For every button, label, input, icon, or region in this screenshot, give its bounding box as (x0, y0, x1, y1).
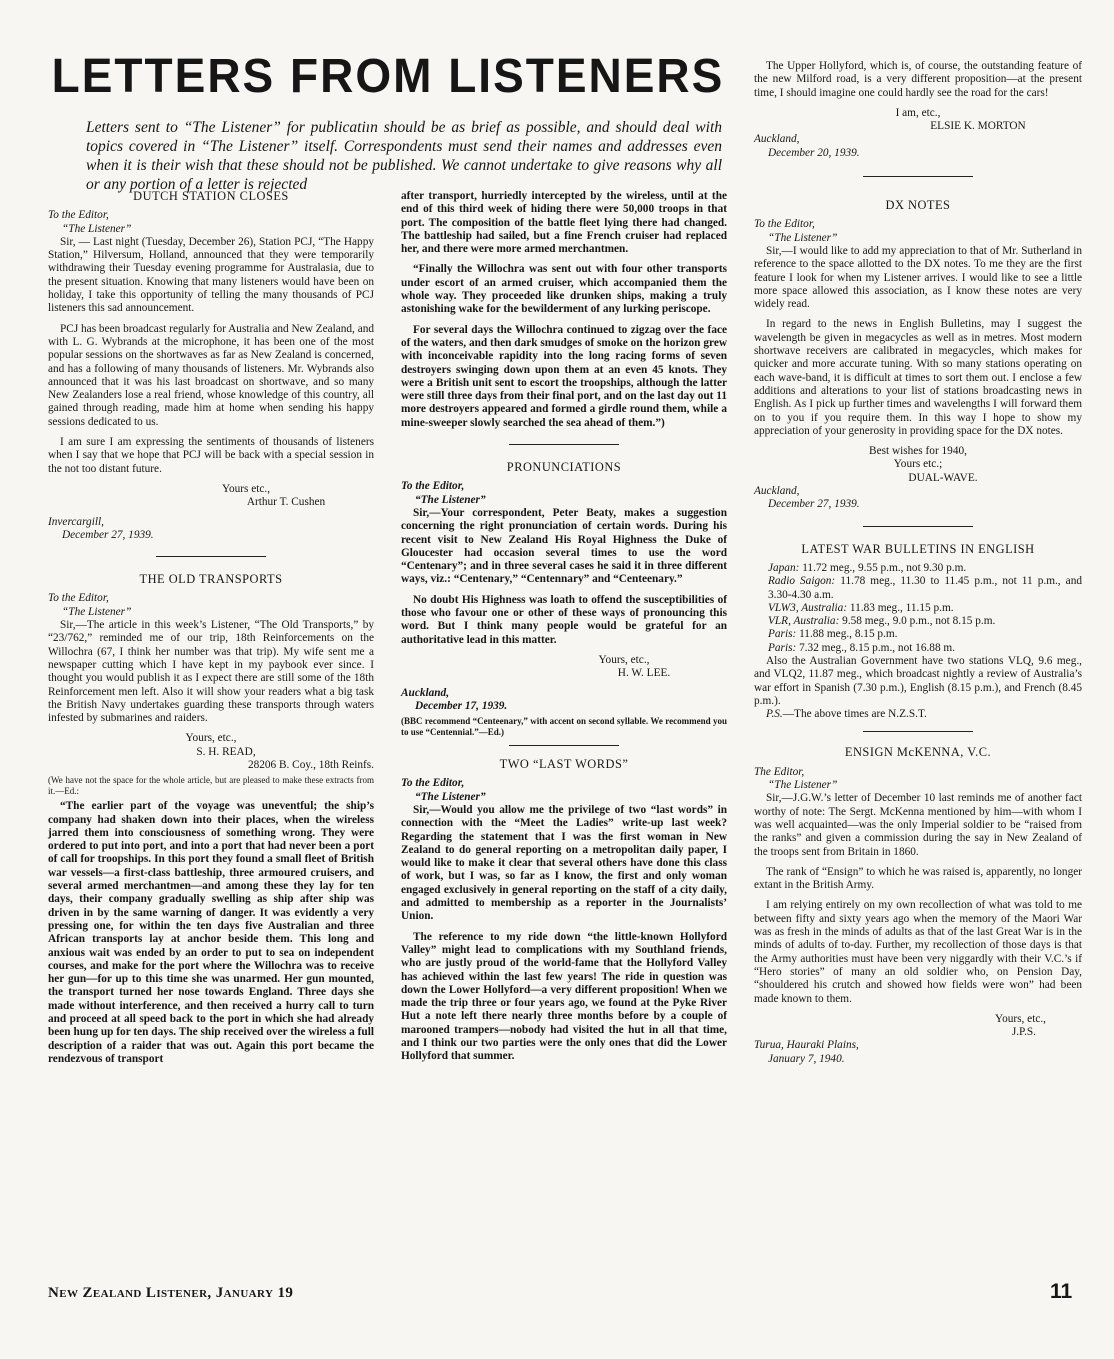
letter-pronunciations (401, 461, 727, 737)
letter-old-transports-continued (401, 190, 727, 430)
bulletin-station: Paris: (768, 641, 797, 654)
bulletin-detail: 11.83 meg., 11.15 p.m. (847, 601, 954, 614)
bulletin-station: Radio Saigon: (768, 575, 836, 588)
signature-unit: 28206 B. Coy., 18th Reinfs. (247, 758, 374, 771)
letter-heading: PRONUNCIATIONS (506, 460, 622, 475)
sign-off: Yours etc.; (893, 458, 943, 471)
divider (509, 745, 619, 746)
paragraph: No doubt His Highness was loath to offend the susceptibilities of those who favour one or other of these ways of pronouncing this word. But I think many people would be grateful for an authoritative lead in this matter. (401, 593, 727, 646)
column-2 (401, 190, 727, 1071)
intro-note: Letters sent to “The Listener” for publicatiın should be as brief as possible, and should deal with topics covered in “The Listener” itself. Correspondents must send their names and addresses even when it is their wish that these should not be published. We cannot undertake to give reasons why all or any portion of a letter is rejected (86, 119, 722, 193)
signature: J.P.S. (1011, 1026, 1036, 1039)
salutation-publication: “The Listener” (62, 605, 132, 618)
bulletin-detail: 11.78 meg., 11.30 to 11.45 p.m., not 11 p.m., and 3.30-4.30 a.m. (768, 575, 1082, 601)
sign-off: I am, etc., (895, 106, 941, 119)
letter-ensign-mckenna (754, 746, 1082, 1066)
bulletin-station: VLR, Australia: (768, 615, 840, 628)
paragraph: In regard to the news in English Bulletins, may I suggest the wavelength be given in megacycles as well as in metres. Most modern shortwave receivers are calibrated in megacycles, which makes for quicker and more accurate tuning. With so many stations operating on each wave-band, it is difficult at times to sort them out. I enclose a few additions and alterations to your list of stations broadcasting news in English. As I pick up further times and wavelengths I will forward them on to you if you require them. In this way I hope to show my appreciation of your generosity in providing space for the DX notes. (754, 318, 1082, 437)
divider (863, 176, 973, 177)
bulletin-entry (754, 602, 1082, 615)
letter-dutch-station (48, 190, 374, 542)
editor-note: (BBC recommend “Centeenary,” with accent on second syllable. We recommend you to use “Centennial.”—Ed.) (401, 716, 727, 737)
paragraph: The reference to my ride down “the little-known Hollyford Valley” might lead to complications with my Southland friends, who are justly proud of the world-fame that the Hollyford Valley has achieved within the last few years! The ride in question was down the Lower Hollyford—a very different proposition! When we made the trip three or four years ago, we found at the Pyke River Hut a note left there nearly three months before by a couple of marooned trampers—nobody had visited the hut in all that time, and I think our two parties were the only ones that did the Lower Hollyford that summer. (401, 930, 727, 1063)
paragraph: The rank of “Ensign” to which he was raised is, apparently, no longer extant in the British Army. (754, 865, 1082, 892)
divider (863, 526, 973, 527)
war-bulletins (754, 543, 1082, 722)
paragraph: Sir,—J.G.W.’s letter of December 10 last reminds me of another fact worthy of note: The Sergt. McKenna mentioned by him—with whom I was well acquainted—was the only Imperial soldier to be “raised from the ranks” and given a commission during the say in New Zealand of the troops sent from Britain in 1860. (754, 792, 1082, 858)
postscript-text: —The above times are N.Z.S.T. (782, 708, 927, 721)
date: December 20, 1939. (768, 146, 860, 159)
paragraph: Sir,—I would like to add my appreciation to that of Mr. Sutherland in reference to the space allotted to the DX notes. To me they are the first feature I look for when my Listener arrives. I would like to see a little more space allowed this association, as I know these notes are very widely read. (754, 244, 1082, 311)
place: Auckland, (401, 686, 450, 699)
bulletin-list (754, 562, 1082, 655)
salutation: To the Editor, (48, 592, 109, 605)
letter-heading: TWO “LAST WORDS” (499, 757, 629, 772)
signature: Arthur T. Cushen (246, 496, 326, 509)
divider (509, 444, 619, 445)
date: December 17, 1939. (415, 699, 508, 712)
paragraph: Also the Australian Government have two stations VLQ, 9.6 meg., and VLQ2, 11.87 meg., which broadcast nightly a review of Australia’s war effort in Spanish (7.30 p.m.), English (8.15 p.m.), and French (8.45 p.m.). (754, 654, 1082, 707)
signature: ELSIE K. MORTON (930, 120, 1026, 133)
date: January 7, 1940. (768, 1052, 845, 1065)
paragraph: For several days the Willochra continued to zigzag over the face of the waters, and then dark smudges of smoke on the horizon grew with inconceivable rapidity into the long racing forms of seven destroyers swinging down upon them at an even 45 knots. They were a British unit sent to escort the troopships, although the latter were still three days from their final port, and on the last day out 11 more destroyers appeared and formed a girdle round them, while a mine-sweeper slowly searched the sea ahead of them.”) (401, 323, 727, 429)
section-heading: LATEST WAR BULLETINS IN ENGLISH (801, 541, 1035, 556)
letter-heading: DX NOTES (885, 198, 951, 213)
bulletin-station: Paris: (768, 628, 797, 641)
salutation: To the Editor, (401, 480, 465, 493)
salutation-publication: “The Listener” (415, 493, 486, 506)
sign-off: Yours, etc., (598, 653, 650, 666)
letter-two-last-words (401, 758, 727, 1064)
paragraph: The Upper Hollyford, which is, of course, the outstanding feature of the new Milford road, is a very different proposition—at the present time, I should imagine one could hardly see the road for the cars! (754, 60, 1082, 99)
paragraph: I am relying entirely on my own recollection of what was told to me between fifty and sixty years ago when the memory of the Maori War was as fresh in the minds of adults as that of the last Great War is in the minds of adults of to-day. Further, my recollection of those days is that the Army authorities must have been very niggardly with their V.C.’s if “Hero stories” of many an old soldier who, on Pension Day, “shouldered his crutch and showed how fields were won” had been made known to them. (754, 899, 1082, 1005)
place: Auckland, (754, 133, 800, 146)
column-3 (754, 60, 1082, 1066)
letter-two-last-words-continued (754, 60, 1082, 160)
letter-heading: DUTCH STATION CLOSES (133, 189, 289, 203)
bulletin-detail: 11.72 meg., 9.55 p.m., not 9.30 p.m. (799, 561, 967, 574)
paragraph: “The earlier part of the voyage was uneventful; the ship’s company had shaken down into their places, when the wireless jarred them into consciousness of something wrong. They were ordered to put into port, and into a port that had never been a port of call for troopships. In this port they found a small fleet of British war vessels—a first-class battleship, three armoured cruisers, and several armed merchantmen—and among these they lay for ten days, their company gradually swelling as ship after ship was driven in by the same warning of danger. It was evidently a very pressing one, for within the ten days five Australian and three African transports lay at anchor beside them. This long and anxious wait was ended by an order to put to sea on independent courses, and make for the port where the Willochra was to receive her gun—for up to this time she was unarmed. Her gun mounted, the transport turned her nose towards England. Three days she made without interference, and then received a hurry call to turn and proceed at all speed back to the port in which she had already been hung up for ten days. The ship received over the wireless a full description of a raider that was out. Again this port became the rendezvous of transport (48, 800, 374, 1065)
salutation: To the Editor, (754, 218, 815, 231)
paragraph: PCJ has been broadcast regularly for Australia and New Zealand, and with L. G. Wybrands at the microphone, it has been one of the most popular sessions on the shortwaves as far as New Zealand is concerned, and has a following of many thousands of listeners. Mr. Wybrands also announced that it was his last broadcast on shortwave, and so many New Zealanders lose a real friend, whose knowledge of this country, all gained through reading, made him at home when sending his happy sessions dedicated to us. (48, 322, 375, 428)
sign-off: Yours etc., (221, 482, 271, 495)
sign-off: Yours, etc., (185, 732, 237, 745)
divider (156, 556, 266, 557)
salutation: To the Editor, (401, 777, 465, 790)
salutation-publication: “The Listener” (768, 231, 838, 244)
salutation-publication: “The Listener” (62, 222, 132, 235)
divider (863, 731, 973, 732)
sign-off: Yours, etc., (995, 1012, 1046, 1025)
bulletin-entry (754, 642, 1082, 655)
postscript-label: P.S. (766, 708, 783, 721)
bulletin-entry (754, 562, 1082, 575)
place: Invercargill, (48, 515, 104, 528)
salutation-publication: “The Listener” (768, 779, 838, 792)
signature: S. H. READ, (196, 745, 256, 758)
page-title: LETTERS FROM LISTENERS (51, 47, 725, 103)
footer-publication: New Zealand Listener, January 19 (48, 1285, 294, 1301)
salutation: To the Editor, (48, 209, 109, 222)
page-number: 11 (1050, 1280, 1073, 1303)
salutation-publication: “The Listener” (415, 790, 486, 803)
place: Auckland, (754, 485, 800, 498)
letter-heading: THE OLD TRANSPORTS (139, 572, 283, 587)
bulletin-detail: 11.88 meg., 8.15 p.m. (796, 628, 898, 641)
paragraph: “Finally the Willochra was sent out with four other transports under escort of an armed cruiser, which accompanied them the whole way. They proceeded like drunken ships, making a truly astonishing wake for the bewilderment of any lurking periscope. (401, 263, 727, 316)
salutation: The Editor, (754, 765, 805, 778)
column-1 (48, 190, 374, 1073)
date: December 27, 1939. (768, 498, 860, 511)
date: December 27, 1939. (62, 528, 154, 541)
letter-heading: ENSIGN McKENNA, V.C. (844, 745, 992, 760)
editor-note: (We have not the space for the whole article, but are pleased to make these extracts from it.—Ed.: (48, 775, 374, 796)
bulletin-station: VLW3, Australia: (768, 601, 848, 614)
bulletin-entry (754, 575, 1082, 602)
letter-dx-notes (754, 199, 1082, 512)
signature: H. W. LEE. (617, 667, 671, 680)
paragraph: I am sure I am expressing the sentiments of thousands of listeners when I say that we hope that PCJ will be back with a special session in the not too distant future. (48, 436, 374, 475)
bulletin-detail: 7.32 meg., 8.15 p.m., not 16.88 m. (796, 641, 956, 654)
signature: DUAL-WAVE. (908, 471, 978, 484)
place: Turua, Hauraki Plains, (754, 1039, 859, 1052)
paragraph: Sir,—Your correspondent, Peter Beaty, makes a suggestion concerning the right pronunciation of certain words. During his recent visit to New Zealand His Royal Highness the Duke of Gloucester had occasion several times to use the word “Centenary”; and in three several cases he said it in three different ways, viz.: “Centenary,” “Centennary” and “Centeenary.” (401, 506, 727, 586)
paragraph: Sir,—Would you allow me the privilege of two “last words” in connection with the “Meet the Ladies” write-up last week? Regarding the statement that I was the first woman in New Zealand to do general reporting on a metropolitan daily paper, I would like to make it clear that several others have done this class of work, but I was, so far as I know, the first and only woman engaged exclusively in general reporting on the staff of a city daily, and admitted to membership as a reporter in the Journalists’ Union. (401, 803, 727, 923)
bulletin-station: Japan: (768, 561, 800, 574)
bulletin-entry (754, 628, 1082, 641)
bulletin-entry (754, 615, 1082, 628)
postscript (754, 708, 1082, 721)
sign-off: Best wishes for 1940, (869, 445, 967, 458)
masthead (48, 47, 728, 194)
bulletin-detail: 9.58 meg., 9.0 p.m., not 8.15 p.m. (839, 615, 996, 628)
letter-old-transports (48, 573, 374, 1066)
paragraph: Sir, — Last night (Tuesday, December 26), Station PCJ, “The Happy Station,” Hilversum, Holland, announced that they were temporarily withdrawing their Tuesday evening programme for Australasia, due to the present situation. Knowing that many listeners would have been on holiday, I take this opportunity of telling the many thousands of PCJ listeners this sad announcement. (48, 235, 374, 315)
paragraph: Sir,—The article in this week’s Listener, “The Old Transports,” by “23/762,” reminded me of our trip, 18th Reinforcements on the Willochra (67, I think her number was that trip). My wife sent me a newspaper cutting which I have kept in my paybook ever since. I thought you would publish it as I expect there are still some of the 18th Reinforcement men left. Also it will show your readers what a big task the British Navy undertakes guarding these transports through waters infested by submarines and raiders. (48, 619, 374, 725)
paragraph: after transport, hurriedly intercepted by the wireless, until at the end of this third week of hiding there were 50,000 troops in that port. The composition of the battle fleet lying there had changed. The battleship had sailed, but a fine French cruiser had replaced her, and there were more armed merchantmen. (401, 190, 727, 256)
